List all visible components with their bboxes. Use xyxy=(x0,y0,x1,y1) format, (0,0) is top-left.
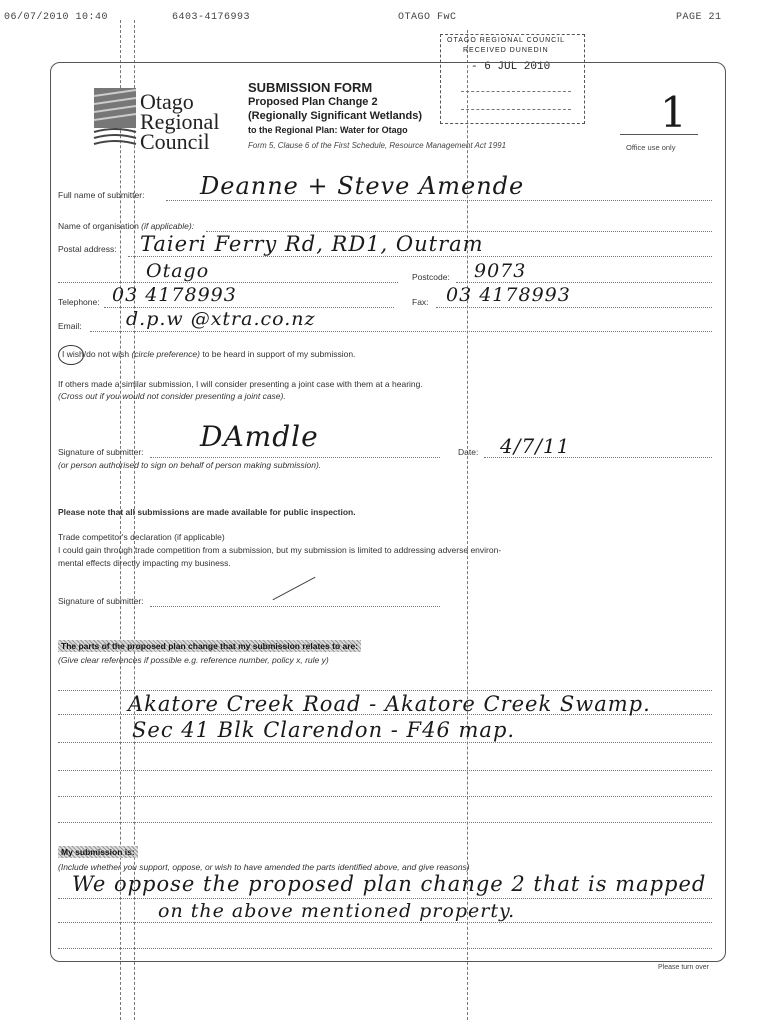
organisation-label: Name of organisation (if applicable): xyxy=(58,221,195,231)
fax-label: Fax: xyxy=(412,297,429,307)
fax-line xyxy=(436,307,712,308)
submission-line xyxy=(58,922,712,923)
submission-value-1[interactable]: We oppose the proposed plan change 2 that is mapped xyxy=(72,872,707,896)
logo-line2: Regional xyxy=(140,109,220,134)
public-inspection-notice: Please note that all submissions are made available for public inspection. xyxy=(58,507,356,517)
parts-value-1[interactable]: Akatore Creek Road - Akatore Creek Swamp. xyxy=(128,692,651,716)
postcode-value[interactable]: 9073 xyxy=(474,260,527,282)
office-use-line xyxy=(620,134,698,135)
postal-line-1 xyxy=(128,256,712,257)
postal-value-1[interactable]: Taieri Ferry Rd, RD1, Outram xyxy=(140,232,484,256)
trade-signature-label: Signature of submitter: xyxy=(58,596,144,606)
parts-line xyxy=(58,796,712,797)
email-line xyxy=(90,331,712,332)
parts-heading: The parts of the proposed plan change that my submission relates to are: xyxy=(58,640,361,652)
submission-line xyxy=(58,898,712,899)
postal-line-2 xyxy=(58,282,398,283)
parts-instruction: (Give clear references if possible e.g. reference number, policy x, rule y) xyxy=(58,655,329,665)
logo-line1: Otago xyxy=(140,89,194,114)
telephone-label: Telephone: xyxy=(58,297,100,307)
email-label: Email: xyxy=(58,321,82,331)
fax-date-time: 06/07/2010 10:40 xyxy=(4,12,109,23)
parts-line xyxy=(58,770,712,771)
joint-case-instruction: (Cross out if you would not consider presenting a joint case). xyxy=(58,391,286,401)
council-logo-icon xyxy=(92,86,138,150)
wish-statement[interactable]: I wish/do not wish (circle preference) to be heard in support of my submission. xyxy=(62,349,356,359)
email-value[interactable]: d.p.w @xtra.co.nz xyxy=(126,308,316,330)
full-name-value[interactable]: Deanne + Steve Amende xyxy=(200,172,525,200)
submission-value-2[interactable]: on the above mentioned property. xyxy=(158,900,516,922)
office-use-label: Office use only xyxy=(626,143,676,152)
form-reference: Form 5, Clause 6 of the First Schedule, Resource Management Act 1991 xyxy=(248,141,507,150)
form-subtitle-1: Proposed Plan Change 2 xyxy=(248,96,378,108)
submission-line xyxy=(58,948,712,949)
fax-phone: 6403-4176993 xyxy=(172,12,251,23)
stamp-line2: RECEIVED DUNEDIN xyxy=(463,47,549,54)
logo-line3: Council xyxy=(140,129,210,154)
fax-page: PAGE 21 xyxy=(676,12,722,23)
stamp-line1: OTAGO REGIONAL COUNCIL xyxy=(447,37,566,44)
parts-value-2[interactable]: Sec 41 Blk Clarendon - F46 map. xyxy=(132,718,516,742)
trade-signature-line[interactable] xyxy=(150,606,440,607)
full-name-line xyxy=(166,200,712,201)
parts-line xyxy=(58,690,712,691)
postcode-line xyxy=(456,282,712,283)
submission-heading: My submission is: xyxy=(58,846,138,858)
submission-instruction: (Include whether you support, oppose, or wish to have amended the parts identified above, and give reasons) xyxy=(58,862,470,872)
fax-value[interactable]: 03 4178993 xyxy=(446,284,571,306)
form-title: SUBMISSION FORM xyxy=(248,80,373,95)
office-use-number: 1 xyxy=(660,88,688,137)
stamp-date: - 6 JUL 2010 xyxy=(471,61,551,73)
postcode-label: Postcode: xyxy=(412,272,450,282)
fax-sender: OTAGO FwC xyxy=(398,12,457,23)
turn-over-note: Please turn over xyxy=(658,964,709,971)
trade-line-2: mental effects directly impacting my business. xyxy=(58,558,231,568)
form-subtitle-3: to the Regional Plan: Water for Otago xyxy=(248,125,408,135)
signature-label: Signature of submitter: xyxy=(58,447,144,457)
trade-line-1: I could gain through trade competition from a submission, but my submission is limited to addressing adverse environ- xyxy=(58,545,502,555)
postal-label: Postal address: xyxy=(58,244,117,254)
date-label: Date: xyxy=(458,447,479,457)
telephone-value[interactable]: 03 4178993 xyxy=(112,284,237,306)
postal-value-2[interactable]: Otago xyxy=(146,260,210,282)
form-subtitle-2: (Regionally Significant Wetlands) xyxy=(248,110,422,122)
full-name-label: Full name of submitter: xyxy=(58,190,145,200)
signature-line xyxy=(150,457,440,458)
joint-case-statement[interactable]: If others made a similar submission, I will consider presenting a joint case with them at a hearing. xyxy=(58,379,423,389)
parts-line xyxy=(58,742,712,743)
signature-note: (or person authorised to sign on behalf of person making submission). xyxy=(58,460,322,470)
date-value[interactable]: 4/7/11 xyxy=(500,434,571,458)
trade-heading: Trade competitor's declaration (if applicable) xyxy=(58,532,225,542)
signature-value[interactable]: DAmdle xyxy=(200,420,319,453)
parts-line xyxy=(58,822,712,823)
